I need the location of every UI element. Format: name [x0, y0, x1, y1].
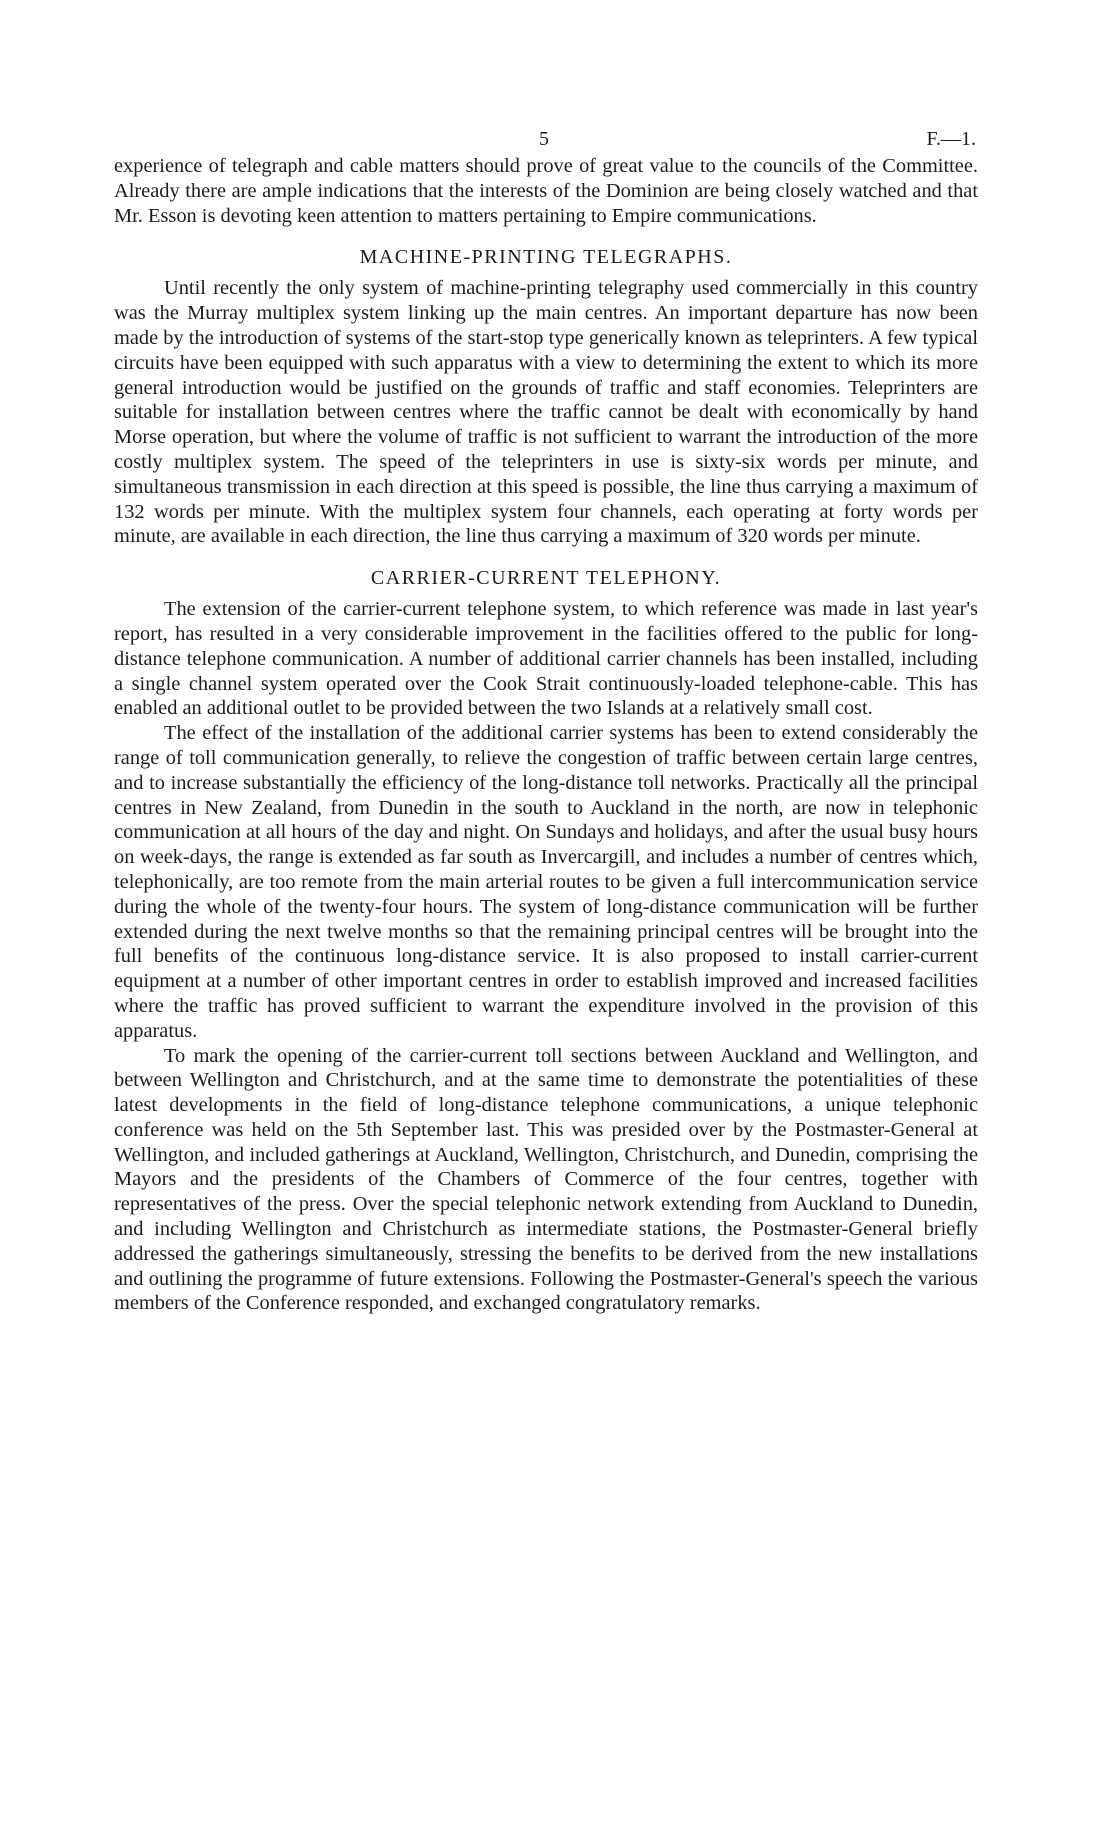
carrier-current-paragraph-1: The extension of the carrier-current telephone system, to which reference was made in last year's report, has resulted in a very considerable improvement in the facilities offered to the public for long-distance telephone communication. A number of additional carrier channels has been installed, including a single channel system operated over the Cook Strait continuously-loaded telephone-cable. This has enabled an additional outlet to be provided between the two Islands at a relatively small cost.: [114, 598, 978, 720]
carrier-current-paragraph-2: The effect of the installation of the additional carrier systems has been to extend considerably the range of toll communication generally, to relieve the congestion of traffic between certain large centres, and to increase substantially the efficiency of the long-distance toll networks. Practically all the principal centres in New Zealand, from Dunedin in the south to Auckland in the north, are now in telephonic communication at all hours of the day and night. On Sundays and holidays, and after the usual busy hours on week-days, the range is extended as far south as Invercargill, and includes a number of centres which, telephonically, are too remote from the main arterial routes to be given a full intercommunication service during the whole of the twenty-four hours. The system of long-distance communication will be further extended during the next twelve months so that the remaining principal centres will be brought into the full benefits of the continuous long-distance service. It is also proposed to install carrier-current equipment at a number of other important centres in order to establish improved and increased facilities where the traffic has proved sufficient to warrant the expenditure involved in the provision of this apparatus.: [114, 722, 978, 1042]
running-head: [114, 122, 978, 154]
document-page: [114, 122, 978, 1316]
intro-paragraph: experience of telegraph and cable matters should prove of great value to the councils of the Committee. Already there are ample indications that the interests of the Dominion are being closely watched and that Mr. Esson is devoting keen attention to matters pertaining to Empire communications.: [114, 155, 978, 227]
machine-printing-paragraph: Until recently the only system of machine-printing telegraphy used commercially in this country was the Murray multiplex system linking up the main centres. An important departure has now been made by the introduction of systems of the start-stop type generically known as teleprinters. A few typical circuits have been equipped with such apparatus with a view to determining the extent to which its more general introduction would be justified on the grounds of traffic and staff economies. Teleprinters are suitable for installation between centres where the traffic cannot be dealt with economically by hand Morse operation, but where the volume of traffic is not sufficient to warrant the introduction of the more costly multiplex system. The speed of the teleprinters in use is sixty-six words per minute, and simultaneous transmission in each direction at this speed is possible, the line thus carrying a maximum of 132 words per minute. With the multiplex system four channels, each operating at forty words per minute, are available in each direction, the line thus carrying a maximum of 320 words per minute.: [114, 277, 978, 548]
machine-printing-heading: MACHINE-PRINTING TELEGRAPHS.: [359, 246, 733, 269]
page-number: 5: [539, 128, 549, 150]
carrier-current-paragraph-3: To mark the opening of the carrier-current toll sections between Auckland and Wellington, and between Wellington and Christchurch, and at the same time to demonstrate the potentialities of these latest developments in the field of long-distance telephone communications, a unique telephonic conference was held on the 5th September last. This was presided over by the Postmaster-General at Wellington, and included gatherings at Auckland, Wellington, Christchurch, and Dunedin, comprising the Mayors and the presidents of the Chambers of Commerce of the four centres, together with representatives of the press. Over the special telephonic network extending from Auckland to Dunedin, and including Wellington and Christchurch as intermediate stations, the Postmaster-General briefly addressed the gatherings simultaneously, stressing the benefits to be derived from the new installations and outlining the programme of future extensions. Following the Postmaster-General's speech the various members of the Conference responded, and exchanged congratulatory remarks.: [114, 1044, 978, 1315]
carrier-current-heading: CARRIER-CURRENT TELEPHONY.: [370, 567, 722, 590]
report-code: F.—1.: [926, 128, 976, 150]
